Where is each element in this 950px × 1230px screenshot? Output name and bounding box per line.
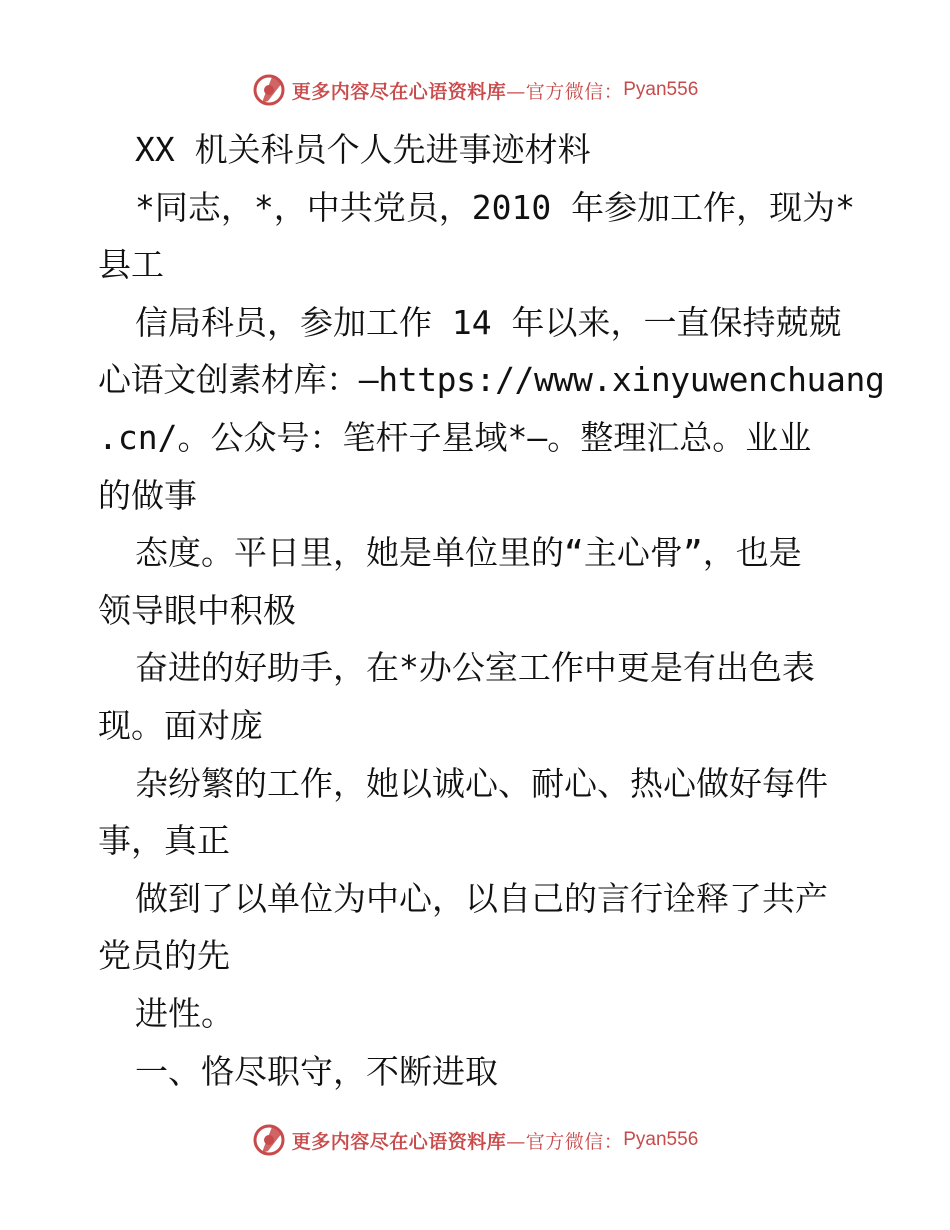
banner-text-main: 更多内容尽在心语资料库 xyxy=(291,80,507,103)
paragraph-line: 杂纷繁的工作，她以诚心、耐心、热心做好每件 xyxy=(135,763,828,803)
paragraph-line: 县工 xyxy=(98,245,164,285)
watermark-banner-top xyxy=(0,70,950,110)
paragraph-line: 心语文创素材库：—https://www.xinyuwenchuang xyxy=(98,360,885,400)
paragraph-line: 党员的先 xyxy=(98,936,230,976)
document-title: XX 机关科员个人先进事迹材料 xyxy=(135,130,591,169)
banner-text-wechat-label: —官方微信： xyxy=(506,1130,624,1153)
document-body xyxy=(98,121,885,1100)
paragraph-line: 奋进的好助手，在*办公室工作中更是有出色表 xyxy=(135,648,815,688)
banner-text-wechat-label: —官方微信： xyxy=(506,80,624,103)
paragraph-line: 信局科员，参加工作 14 年以来，一直保持兢兢 xyxy=(135,302,842,342)
paragraph-line: 态度。平日里，她是单位里的“主心骨”，也是 xyxy=(135,533,802,573)
paragraph-line: 进性。 xyxy=(135,993,234,1033)
paragraph-line: *同志，*，中共党员，2010 年参加工作，现为* xyxy=(135,187,855,227)
paragraph-line: .cn/。公众号：笔杆子星域*—。整理汇总。业业 xyxy=(98,417,812,457)
pen-logo-icon xyxy=(252,73,286,107)
paragraph-line: 现。面对庞 xyxy=(98,705,263,745)
pen-logo-icon xyxy=(252,1123,286,1157)
banner-text-main: 更多内容尽在心语资料库 xyxy=(291,1130,507,1153)
banner-text-wechat-id: Pyan556 xyxy=(623,1129,699,1150)
paragraph-line: 领导眼中积极 xyxy=(98,590,296,630)
section-heading: 一、恪尽职守，不断进取 xyxy=(135,1051,498,1091)
paragraph-line: 事，真正 xyxy=(98,821,230,861)
paragraph-line: 做到了以单位为中心，以自己的言行诠释了共产 xyxy=(135,878,828,918)
paragraph-line: 的做事 xyxy=(98,475,197,515)
banner-text-wechat-id: Pyan556 xyxy=(623,79,699,100)
watermark-banner-bottom xyxy=(0,1120,950,1160)
